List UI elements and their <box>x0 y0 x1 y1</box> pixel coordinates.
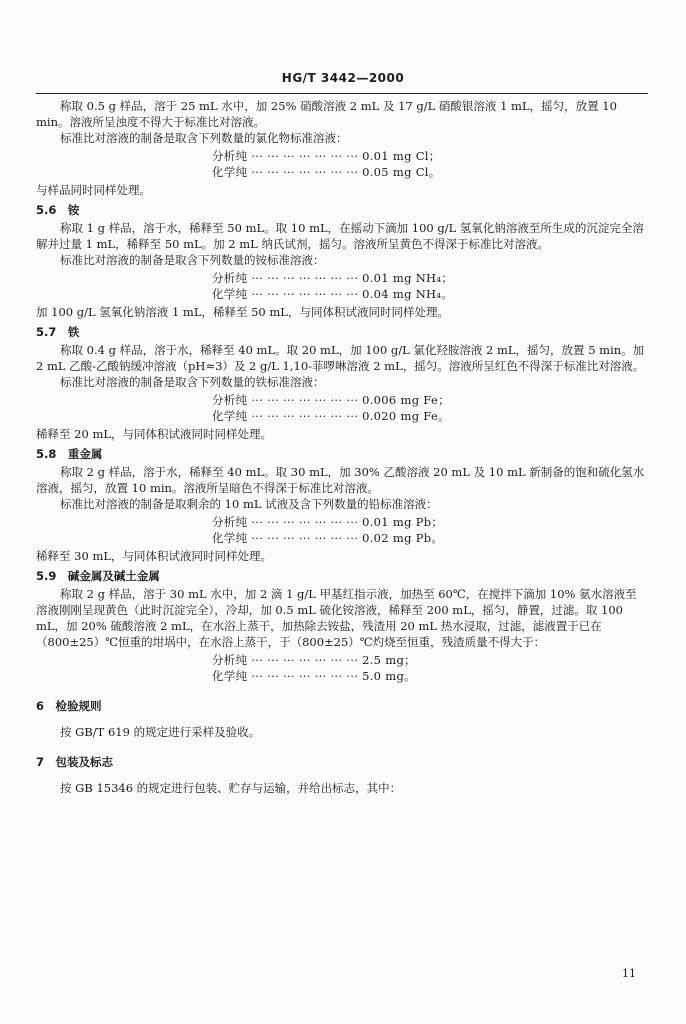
chloride-standard-intro: 标准比对溶液的制备是取含下列数量的氯化物标准溶液： <box>60 131 348 145</box>
ammonium-limit-cp: 化学纯 ··· ··· ··· ··· ··· ··· ··· 0.04 mg NH₄。 <box>212 287 454 301</box>
residue-limit-cp: 化学纯 ··· ··· ··· ··· ··· ··· ··· 5.0 mg。 <box>212 669 416 683</box>
iron-limit-cp: 化学纯 ··· ··· ··· ··· ··· ··· ··· 0.020 mg Fe。 <box>212 409 450 423</box>
chloride-note: 与样品同时同样处理。 <box>36 183 151 197</box>
lead-limit-ar: 分析纯 ··· ··· ··· ··· ··· ··· ··· 0.01 mg Pb； <box>212 515 444 529</box>
section-7-heading: 7 包装及标志 <box>36 755 114 769</box>
residue-limits <box>36 652 648 684</box>
header-rule <box>36 93 648 94</box>
chloride-procedure: 称取 0.5 g 样品，溶于 25 mL 水中，加 25% 硝酸溶液 2 mL 及 17 g/L 硝酸银溶液 1 mL，摇匀，放置 10 min。溶液所呈浊度不得大于标准比对溶液。 <box>36 99 617 129</box>
ammonium-procedure: 称取 1 g 样品，溶于水，稀释至 50 mL。取 10 mL，在摇动下滴加 100 g/L 氢氧化钠溶液至所生成的沉淀完全溶解并过量 1 mL，稀释至 50 mL。加 2 mL 纳氏试剂，摇匀。溶液所呈黄色不得深于标准比对溶液。 <box>36 221 644 251</box>
inspection-rules-text: 按 GB/T 619 的规定进行采样及验收。 <box>60 725 261 739</box>
heavy-metal-standard-intro: 标准比对溶液的制备是取剩余的 10 mL 试液及含下列数量的铅标准溶液： <box>60 497 438 511</box>
iron-note: 稀释至 20 mL，与同体积试液同时同样处理。 <box>36 427 272 441</box>
standard-header: HG/T 3442—2000 <box>281 71 405 85</box>
section-5-8-heading: 5.8 重金属 <box>36 447 103 461</box>
iron-standard-intro: 标准比对溶液的制备是取含下列数量的铁标准溶液： <box>60 375 325 389</box>
heavy-metal-limits <box>36 514 648 546</box>
chloride-limits <box>36 148 648 180</box>
iron-limits <box>36 392 648 424</box>
heavy-metal-note: 稀释至 30 mL，与同体积试液同时同样处理。 <box>36 549 272 563</box>
ammonium-standard-intro: 标准比对溶液的制备是取含下列数量的铵标准溶液： <box>60 253 325 267</box>
alkali-metal-procedure: 称取 2 g 样品，溶于 30 mL 水中，加 2 滴 1 g/L 甲基红指示液，加热至 60℃，在搅拌下滴加 10% 氨水溶液至溶液刚刚呈现黄色（此时沉淀完全），冷却，加 0.5 mL 硫化铵溶液，稀释至 200 mL，摇匀，静置，过滤。取 100 mL，加 20% 硫酸溶液 2 mL，在水浴上蒸干，加热除去铵盐，残渣用 20 mL 热水浸取，过滤，滤液置于已在（800±25）℃恒重的坩埚中，在水浴上蒸干，于（800±25）℃灼烧至恒重，残渣质量不得大于： <box>36 587 637 649</box>
iron-procedure: 称取 0.4 g 样品，溶于水，稀释至 40 mL。取 20 mL，加 100 g/L 氯化羟胺溶液 2 mL，摇匀，放置 5 min。加 2 mL 乙酸-乙酸钠缓冲溶液（pH≈3）及 2 g/L 1,10-菲啰啉溶液 2 mL，摇匀。溶液所呈红色不得深于标准比对溶液。 <box>36 343 645 373</box>
section-5-6-heading: 5.6 铵 <box>36 203 80 217</box>
ammonium-limits <box>36 270 648 302</box>
page-number: 11 <box>622 967 636 980</box>
ammonium-note: 加 100 g/L 氢氧化钠溶液 1 mL，稀释至 50 mL，与同体积试液同时同样处理。 <box>36 305 449 319</box>
ammonium-limit-ar: 分析纯 ··· ··· ··· ··· ··· ··· ··· 0.01 mg NH₄； <box>212 271 454 285</box>
section-6-heading: 6 检验规则 <box>36 699 102 713</box>
section-5-9-heading: 5.9 碱金属及碱土金属 <box>36 569 160 583</box>
chloride-limit-ar: 分析纯 ··· ··· ··· ··· ··· ··· ··· 0.01 mg Cl； <box>212 149 441 163</box>
heavy-metal-procedure: 称取 2 g 样品，溶于水，稀释至 40 mL。取 30 mL，加 30% 乙酸溶液 20 mL 及 10 mL 新制备的饱和硫化氢水溶液，摇匀，放置 10 min。溶液所呈暗色不得深于标准比对溶液。 <box>36 465 645 495</box>
chloride-limit-cp: 化学纯 ··· ··· ··· ··· ··· ··· ··· 0.05 mg Cl。 <box>212 165 441 179</box>
residue-limit-ar: 分析纯 ··· ··· ··· ··· ··· ··· ··· 2.5 mg； <box>212 653 416 667</box>
iron-limit-ar: 分析纯 ··· ··· ··· ··· ··· ··· ··· 0.006 mg Fe； <box>212 393 450 407</box>
packaging-text: 按 GB 15346 的规定进行包装、贮存与运输，并给出标志，其中： <box>60 781 402 795</box>
document-body <box>36 98 648 796</box>
lead-limit-cp: 化学纯 ··· ··· ··· ··· ··· ··· ··· 0.02 mg Pb。 <box>212 531 444 545</box>
section-5-7-heading: 5.7 铁 <box>36 325 80 339</box>
